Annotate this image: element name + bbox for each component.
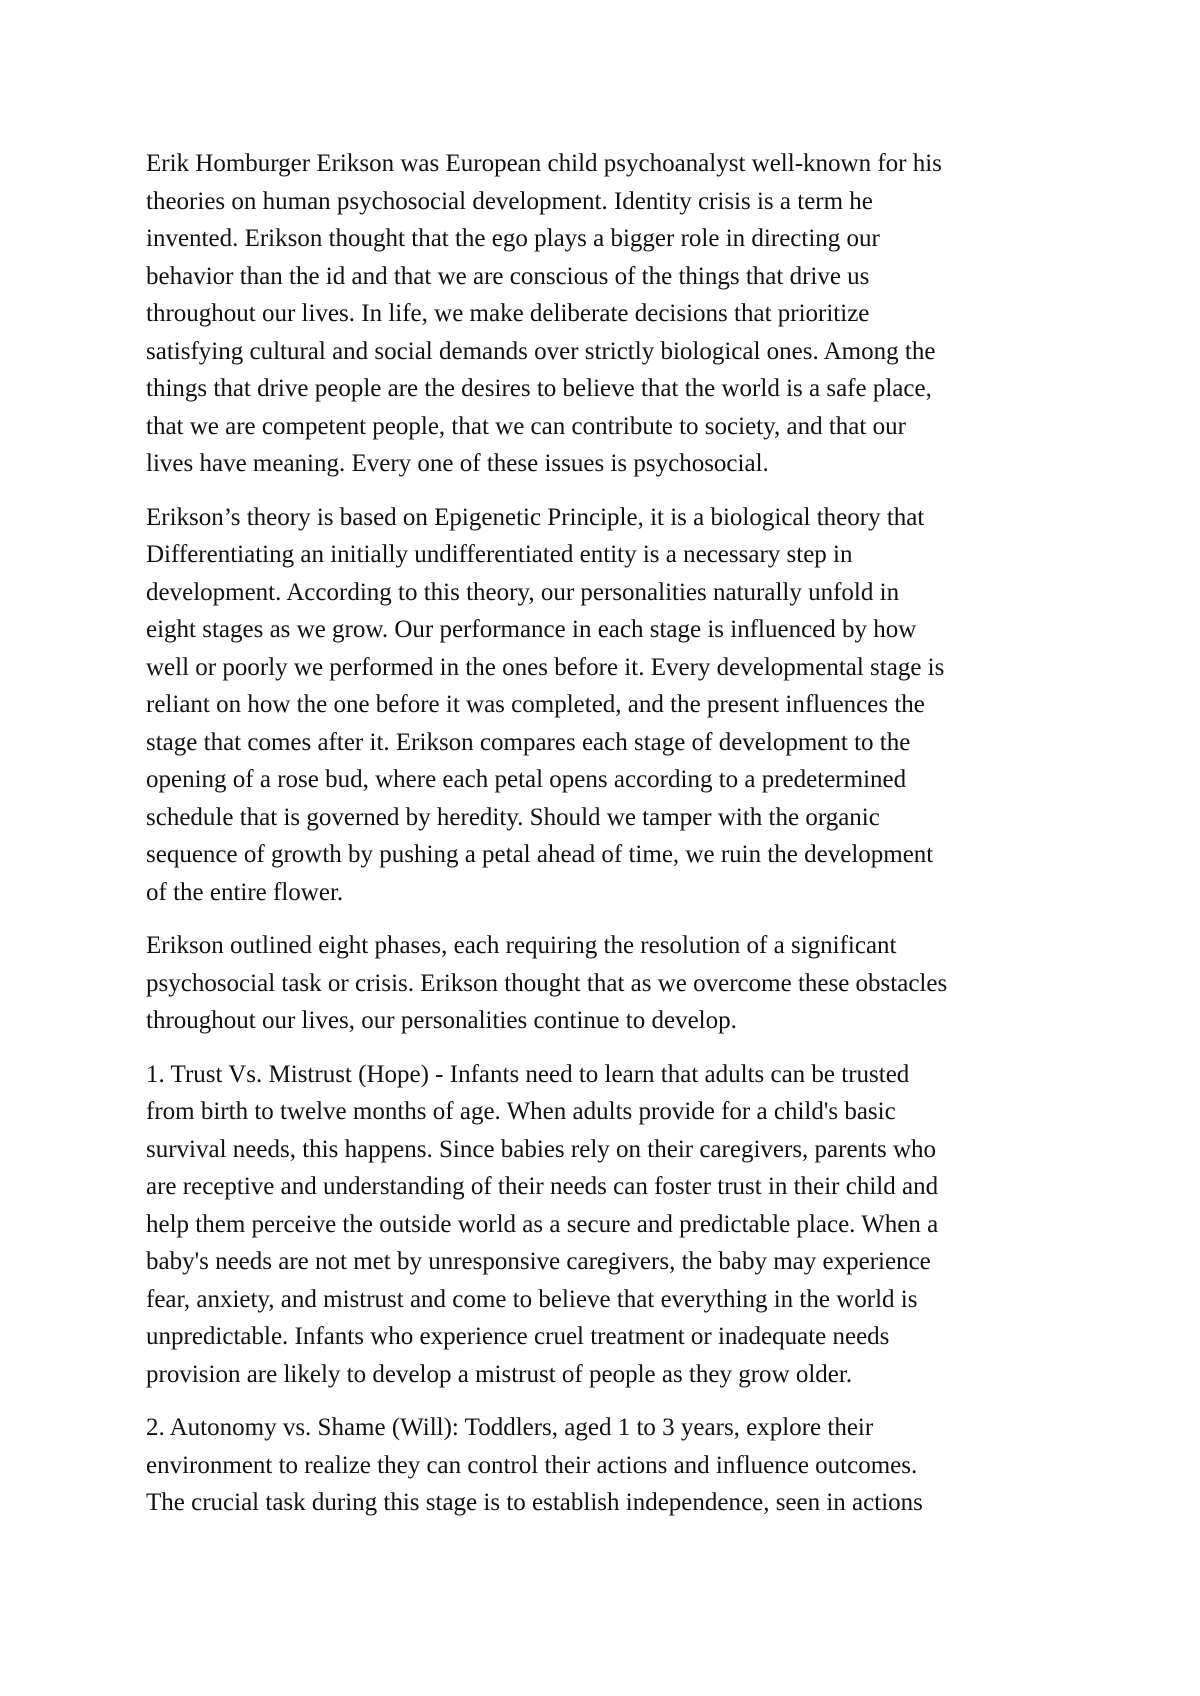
- paragraph-stage-2-autonomy: [146, 1409, 1091, 1522]
- text-line: throughout our lives, our personalities continue to develop.: [146, 1007, 737, 1034]
- text-line: of the entire flower.: [146, 878, 344, 906]
- text-line: from birth to twelve months of age. When adults provide for a child's basic: [146, 1098, 896, 1125]
- text-line: are receptive and understanding of their needs can foster trust in their child and: [146, 1173, 939, 1200]
- text-line: unpredictable. Infants who experience cruel treatment or inadequate needs: [146, 1323, 890, 1350]
- text-line: opening of a rose bud, where each petal opens according to a predetermined: [146, 766, 907, 793]
- text-line: Erikson’s theory is based on Epigenetic Principle, it is a biological theory that: [146, 503, 925, 531]
- text-line: stage that comes after it. Erikson compares each stage of development to the: [146, 728, 911, 756]
- text-line: 2. Autonomy vs. Shame (Will): Toddlers, aged 1 to 3 years, explore their: [146, 1414, 874, 1441]
- text-line: help them perceive the outside world as a secure and predictable place. When a: [146, 1210, 939, 1238]
- text-line: Erik Homburger Erikson was European child psychoanalyst well-known for his: [146, 150, 942, 177]
- text-line: Differentiating an initially undifferentiated entity is a necessary step in: [146, 541, 853, 568]
- text-line: environment to realize they can control their actions and influence outcomes.: [146, 1451, 918, 1479]
- text-line: psychosocial task or crisis. Erikson thought that as we overcome these obstacles: [146, 969, 948, 997]
- text-line: behavior than the id and that we are conscious of the things that drive us: [146, 262, 870, 290]
- paragraph-eight-phases: [146, 927, 1091, 1040]
- text-line: Erikson outlined eight phases, each requiring the resolution of a significant: [146, 932, 897, 959]
- text-line: eight stages as we grow. Our performance in each stage is influenced by how: [146, 616, 917, 643]
- text-line: sequence of growth by pushing a petal ahead of time, we ruin the development: [146, 841, 934, 868]
- text-line: schedule that is governed by heredity. Should we tamper with the organic: [146, 803, 880, 831]
- paragraph-epigenetic-principle: [146, 499, 1091, 912]
- text-line: throughout our lives. In life, we make deliberate decisions that prioritize: [146, 300, 870, 327]
- text-line: invented. Erikson thought that the ego plays a bigger role in directing our: [146, 225, 880, 252]
- text-line: lives have meaning. Every one of these issues is psychosocial.: [146, 450, 769, 477]
- text-line: that we are competent people, that we can contribute to society, and that our: [146, 412, 906, 440]
- text-line: development. According to this theory, our personalities naturally unfold in: [146, 578, 900, 606]
- paragraph-intro: [146, 145, 1091, 483]
- text-line: fear, anxiety, and mistrust and come to believe that everything in the world is: [146, 1285, 918, 1313]
- paragraph-stage-1-trust: [146, 1056, 1091, 1394]
- text-line: satisfying cultural and social demands over strictly biological ones. Among the: [146, 337, 936, 365]
- text-line: survival needs, this happens. Since babies rely on their caregivers, parents who: [146, 1135, 937, 1163]
- document-body: [146, 145, 1091, 1538]
- text-line: provision are likely to develop a mistrust of people as they grow older.: [146, 1360, 853, 1388]
- text-line: things that drive people are the desires to believe that the world is a safe place,: [146, 375, 932, 402]
- text-line: well or poorly we performed in the ones before it. Every developmental stage is: [146, 653, 945, 681]
- text-line: reliant on how the one before it was completed, and the present influences the: [146, 691, 925, 718]
- text-line: theories on human psychosocial development. Identity crisis is a term he: [146, 187, 873, 215]
- text-line: The crucial task during this stage is to establish independence, seen in actions: [146, 1489, 923, 1516]
- text-line: baby's needs are not met by unresponsive caregivers, the baby may experience: [146, 1248, 931, 1275]
- text-line: 1. Trust Vs. Mistrust (Hope) - Infants need to learn that adults can be trusted: [146, 1060, 910, 1088]
